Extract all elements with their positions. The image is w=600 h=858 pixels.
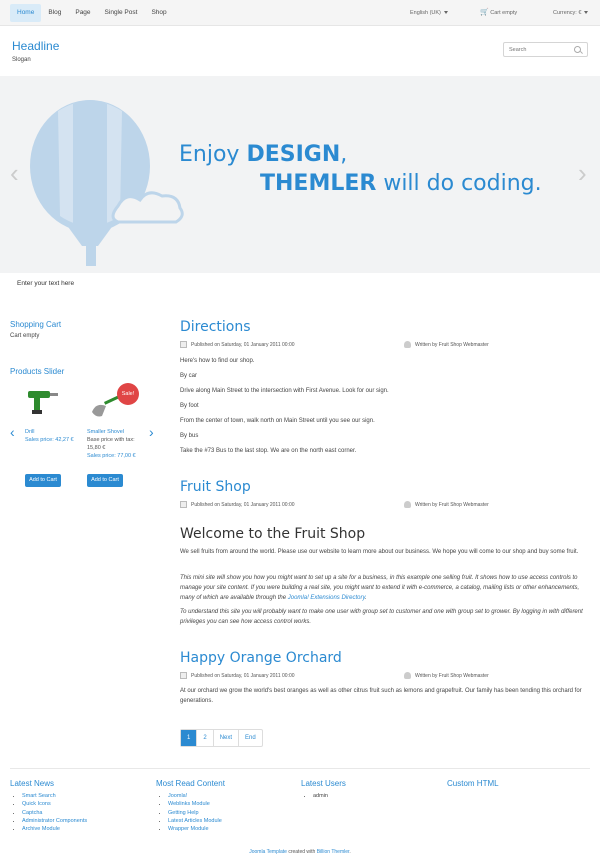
published-date: Published on Saturday, 01 January 2011 00:00 <box>191 501 295 508</box>
chevron-down-icon <box>584 11 588 14</box>
user-icon <box>404 672 411 679</box>
article-title[interactable]: Fruit Shop <box>180 479 251 495</box>
paragraph: We sell fruits from around the world. Please use our website to learn more about our business. We hope you will come to our shop and buy some fruit. <box>180 549 579 555</box>
main-nav <box>10 4 174 22</box>
latest-news-list <box>10 792 87 833</box>
language-switcher[interactable] <box>410 0 448 26</box>
copyright <box>0 849 600 855</box>
footer-divider <box>10 768 590 769</box>
site-headline[interactable]: Headline <box>12 39 60 53</box>
footer-link[interactable]: Administrator Components <box>22 817 88 824</box>
paragraph-italic <box>180 573 585 603</box>
search-input[interactable] <box>509 43 573 56</box>
article-heading: Welcome to the Fruit Shop <box>180 526 366 542</box>
search-box <box>503 42 588 57</box>
article-published <box>180 341 295 348</box>
add-to-cart-button[interactable]: Add to Cart <box>87 474 123 487</box>
paragraph: By foot <box>180 403 199 409</box>
product-tax-value: 15,80 € <box>87 445 106 451</box>
page-1-button[interactable]: 1 <box>181 730 196 746</box>
slide-text2-suffix: will do coding. <box>376 171 542 196</box>
user-icon <box>404 341 411 348</box>
paragraph: By car <box>180 373 198 379</box>
nav-item-shop[interactable]: Shop <box>151 9 167 16</box>
most-read-title: Most Read Content <box>156 779 225 788</box>
cart-link[interactable] <box>480 0 517 26</box>
products-prev-arrow[interactable]: ‹ <box>10 424 15 440</box>
latest-users-title: Latest Users <box>301 779 346 788</box>
end-page-button[interactable]: End <box>238 730 262 746</box>
slide-headline-line1 <box>179 142 347 167</box>
footer-link[interactable]: Joomla! <box>168 793 188 799</box>
paragraph-end: . <box>365 595 367 601</box>
sale-badge: Sale! <box>117 383 139 405</box>
nav-item-home[interactable]: Home <box>10 4 41 22</box>
products-next-arrow[interactable]: › <box>149 424 154 440</box>
footer-link[interactable]: Quick Icons <box>22 801 51 808</box>
currency-switcher[interactable] <box>553 0 588 26</box>
add-to-cart-button[interactable]: Add to Cart <box>25 474 61 487</box>
product-shovel-info <box>87 428 136 460</box>
footer-link[interactable]: Archive Module <box>22 826 60 833</box>
copyright-end: . <box>349 849 351 855</box>
slide-text-bold: DESIGN <box>246 142 341 167</box>
custom-html-title: Custom HTML <box>447 779 499 788</box>
chevron-down-icon <box>444 11 448 14</box>
shopping-cart-title: Shopping Cart <box>10 320 62 329</box>
article-author <box>404 501 489 508</box>
user-item: • admin <box>313 792 328 800</box>
article-body <box>180 356 585 456</box>
slide-text2-bold: THEMLER <box>260 171 377 196</box>
article-published <box>180 501 295 508</box>
product-name[interactable]: Smaller Shovel <box>87 429 124 435</box>
slide-text-prefix: Enjoy <box>179 142 247 167</box>
author-name: Written by Fruit Shop Webmaster <box>415 341 489 348</box>
cart-label: Cart empty <box>490 10 518 16</box>
paragraph: Take the #73 Bus to the last stop. We are on the north east corner. <box>180 448 357 454</box>
drill-image[interactable] <box>24 385 60 415</box>
nav-item-page[interactable]: Page <box>75 9 91 16</box>
search-icon[interactable] <box>574 46 581 53</box>
footer-link[interactable]: Wrapper Module <box>168 826 209 833</box>
paragraph: Drive along Main Street to the intersection with First Avenue. Look for our sign. <box>180 388 389 394</box>
slider-next-arrow[interactable]: › <box>578 158 587 188</box>
slide-text-suffix: , <box>340 142 348 167</box>
balloon-illustration <box>8 96 188 271</box>
hero-slider <box>0 76 600 273</box>
paragraph-text: This mini site will show you how you might want to set up a site for a business, in this example one selling fruit. It shows how to use access controls to manage your site content. If you were building a real site, you might want to extend it with e-commerce, a catalog, mailing lists or other enhancements, many of which are available through the <box>180 575 580 601</box>
product-sales-price: Sales price: 77,00 € <box>87 453 136 459</box>
product-drill-info <box>25 428 74 444</box>
article-author <box>404 341 489 348</box>
footer-link[interactable]: Weblinks Module <box>168 801 210 808</box>
slide-headline-line2 <box>260 171 542 196</box>
themler-link[interactable]: Billion Themler <box>316 849 350 855</box>
footer-link[interactable]: Latest Articles Module <box>168 817 222 824</box>
author-name: Written by Fruit Shop Webmaster <box>415 672 489 679</box>
footer-link[interactable]: Captcha <box>22 809 43 816</box>
page-2-button[interactable]: 2 <box>196 730 212 746</box>
cart-icon: 🛒 <box>480 9 489 16</box>
published-date: Published on Saturday, 01 January 2011 00:00 <box>191 341 295 348</box>
product-tax-label: Base price with tax: <box>87 437 135 443</box>
shopping-cart-status: Cart empty <box>10 333 40 339</box>
products-slider-title: Products Slider <box>10 367 65 376</box>
author-name: Written by Fruit Shop Webmaster <box>415 501 489 508</box>
next-page-button[interactable]: Next <box>213 730 238 746</box>
language-label: English (UK) <box>410 10 441 16</box>
calendar-icon <box>180 341 187 348</box>
top-bar <box>0 0 600 26</box>
slider-prev-arrow[interactable]: ‹ <box>10 158 19 188</box>
product-name[interactable]: Drill <box>25 429 35 435</box>
joomla-template-link[interactable]: Joomla Template <box>249 849 287 855</box>
footer-link[interactable]: Smart Search <box>22 793 56 799</box>
user-icon <box>404 501 411 508</box>
copyright-text: created with <box>286 849 317 855</box>
extensions-directory-link[interactable]: Joomla! Extensions Directory <box>287 595 365 601</box>
most-read-list <box>156 792 222 833</box>
published-date: Published on Saturday, 01 January 2011 00:00 <box>191 672 295 679</box>
paragraph-italic: To understand this site you will probably want to make one user with group set to customer and one with group set to grower. By logging in with different privileges you can see how access control works. <box>180 609 583 625</box>
article-published <box>180 672 295 679</box>
custom-text-block: Enter your text here <box>17 280 75 287</box>
calendar-icon <box>180 672 187 679</box>
footer-link[interactable]: Getting Help <box>168 809 199 816</box>
nav-item-blog[interactable]: Blog <box>48 9 62 16</box>
nav-item-single-post[interactable]: Single Post <box>104 9 138 16</box>
article-title[interactable]: Happy Orange Orchard <box>180 650 342 666</box>
currency-label: Currency: € <box>553 10 582 16</box>
product-sales-price: Sales price: 42,27 € <box>25 437 74 443</box>
calendar-icon <box>180 501 187 508</box>
paragraph: At our orchard we grow the world's best oranges as well as other citrus fruit such as lemons and grapefruit. Our family has been tending this orchard for generations. <box>180 688 582 704</box>
pagination <box>180 729 263 747</box>
paragraph: By bus <box>180 433 199 439</box>
latest-users-list <box>301 792 328 800</box>
article-author <box>404 672 489 679</box>
latest-news-title: Latest News <box>10 779 55 788</box>
paragraph: Here's how to find our shop. <box>180 358 255 364</box>
article-title[interactable]: Directions <box>180 319 251 335</box>
site-slogan: Slogan <box>12 57 31 63</box>
paragraph: From the center of town, walk north on Main Street until you see our sign. <box>180 418 375 424</box>
